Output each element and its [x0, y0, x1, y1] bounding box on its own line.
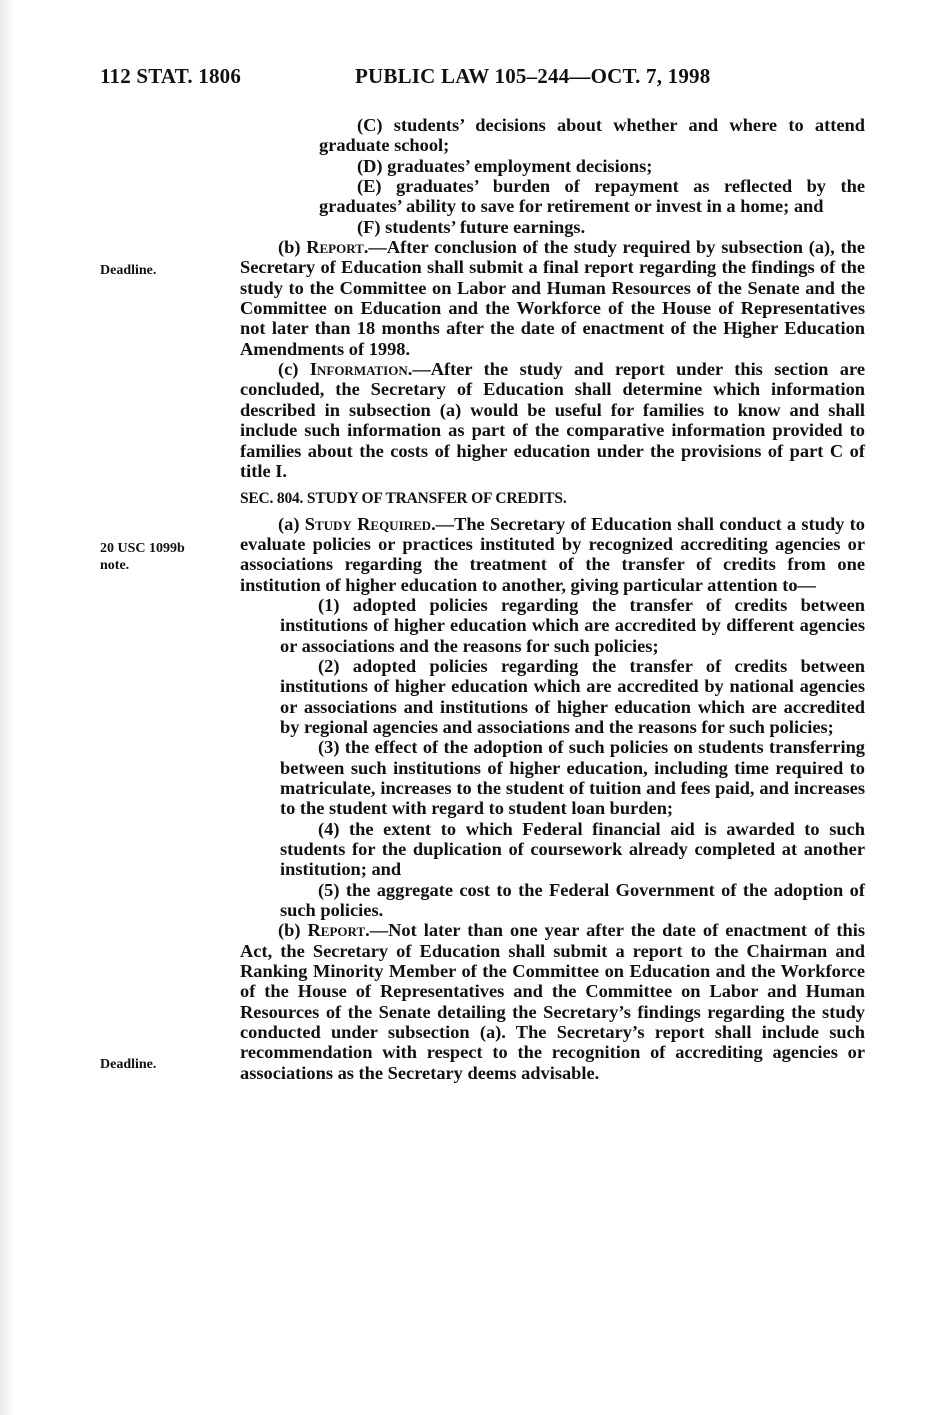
paragraph-subsection-b-report	[240, 237, 865, 359]
paragraph-subsection-b-report-2	[240, 920, 865, 1083]
margin-note-usc-citation: 20 USC 1099b	[100, 541, 185, 556]
paragraph-subsection-c-information	[240, 359, 865, 481]
paragraph-item-2: (2) adopted policies regarding the transfer of credits between institutions of higher education which are accredited by national agencies or associations and institutions of higher education which are accredited by regional agencies and associations and the reasons for such policies;	[280, 655, 865, 737]
subsection-label: (c)	[278, 359, 310, 380]
subsection-text: .—After conclusion of the study required by subsection (a), the Secretary of Education shall submit a final report regarding the findings of the study to the Committee on Labor and Human Resources of the Senate and the Committee on Education and the Workforce of the House of Representatives not later than 18 months after the date of enactment of the Higher Education Amendments of 1998.	[240, 237, 865, 359]
subsection-heading: Study Required	[304, 513, 432, 534]
paragraph-subsection-a-study	[240, 514, 865, 595]
subsection-label: (b)	[278, 237, 307, 258]
subsection-heading: Report	[306, 237, 364, 258]
margin-note-deadline: Deadline.	[100, 1057, 157, 1072]
subsection-heading: Report	[307, 920, 366, 941]
scan-edge-shadow	[0, 0, 14, 1415]
subsection-text: .—The Secretary of Education shall conduct a study to evaluate policies or practices instituted by recognized accrediting agencies or associations regarding the treatment of the transfer of credits from one institution of higher education to another, giving particular attention to—	[240, 513, 865, 595]
margin-note-deadline: Deadline.	[100, 263, 157, 278]
paragraph-item-e: (E) graduates’ burden of repayment as reflected by the graduates’ ability to save for retirement or invest in a home; and	[319, 176, 865, 217]
paragraph-item-f: (F) students’ future earnings.	[357, 216, 586, 237]
page-header	[100, 64, 870, 90]
margin-note-usc-note: note.	[100, 558, 130, 573]
margin-note-usc	[100, 540, 220, 574]
subsection-text: .—Not later than one year after the date of enactment of this Act, the Secretary of Education shall submit a report to the Chairman and Ranking Minority Member of the Committee on Education and the Workforce of the House of Representatives and the Committee on Labor and Human Resources of the Senate detailing the Secretary’s findings regarding the study conducted under subsection (a). The Secretary’s report shall include such recommendation with respect to the recognition of accrediting agencies or associations as the Secretary deems advisable.	[240, 920, 865, 1083]
subsection-heading: Information	[309, 359, 408, 380]
subsection-label: (a)	[278, 513, 305, 534]
section-heading: SEC. 804. STUDY OF TRANSFER OF CREDITS.	[240, 490, 567, 508]
paragraph-item-4: (4) the extent to which Federal financial aid is awarded to such students for the duplication of coursework already completed at another institution; and	[280, 818, 865, 880]
paragraph-item-c: (C) students’ decisions about whether and where to attend graduate school;	[319, 115, 865, 156]
paragraph-item-5: (5) the aggregate cost to the Federal Government of the adoption of such policies.	[280, 879, 865, 921]
subsection-text: .—After the study and report under this section are concluded, the Secretary of Education shall determine which information described in subsection (a) would be useful for families to know and shall include such information as part of the comparative information provided to families about the costs of higher education under the provisions of part C of title I.	[240, 359, 865, 481]
paragraph-item-d: (D) graduates’ employment decisions;	[357, 155, 653, 176]
body-text	[240, 115, 865, 1083]
paragraph-item-3: (3) the effect of the adoption of such policies on students transferring between such institutions of higher education, including time required to matriculate, increases to the student of tuition and fees paid, and increases to the student with regard to student loan burden;	[280, 737, 865, 819]
public-law-title: PUBLIC LAW 105–244—OCT. 7, 1998	[355, 64, 711, 88]
paragraph-item-1: (1) adopted policies regarding the transfer of credits between institutions of higher education which are accredited by different agencies or associations and the reasons for such policies;	[280, 594, 865, 656]
subsection-label: (b)	[278, 920, 308, 941]
statute-page-number: 112 STAT. 1806	[100, 64, 242, 88]
